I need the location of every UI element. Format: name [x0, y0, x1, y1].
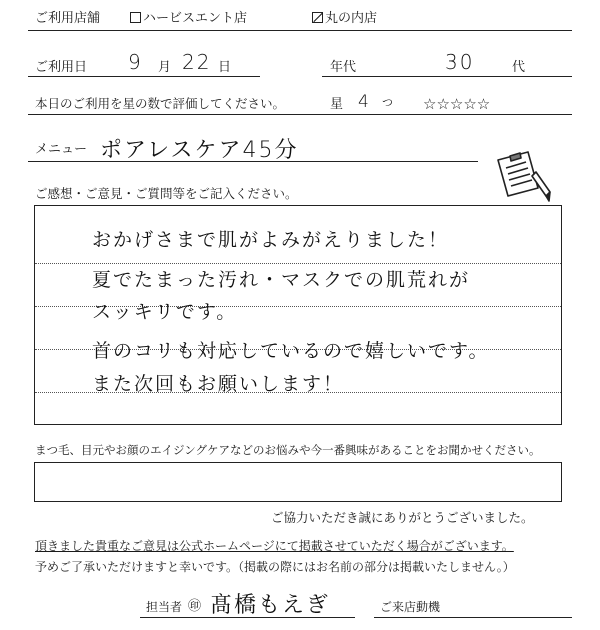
checkbox-marunouchi[interactable] — [312, 12, 323, 23]
rating-prompt: 本日のご利用を星の数で評価してください。 — [35, 96, 286, 111]
age-value[interactable]: 30 — [445, 50, 475, 74]
age-label: 年代 — [330, 60, 357, 75]
store-option-herbis[interactable] — [130, 12, 247, 25]
rating-unit: つ — [382, 96, 393, 109]
visit-reason-rule[interactable] — [374, 617, 572, 618]
store-option-marunouchi[interactable] — [312, 12, 377, 25]
thanks-text: ご協力いただき誠にありがとうございました。 — [271, 510, 534, 525]
comment-line-5: また次回もお願いします！ — [92, 373, 345, 395]
staff-rule — [140, 617, 355, 618]
concerns-input[interactable] — [34, 462, 562, 502]
clipboard-pencil-icon — [492, 148, 554, 206]
age-rule — [322, 76, 572, 77]
notice-line-2: 予めご了承いただけますと幸いです。（掲載の際にはお名前の部分は掲載いたしません。） — [35, 560, 515, 574]
rating-value[interactable]: 4 — [358, 92, 371, 112]
comment-line-4: 首のコリも対応しているので嬉しいです。 — [92, 340, 490, 362]
date-day-unit: 日 — [218, 60, 232, 75]
comments-line-rule — [35, 263, 561, 264]
date-label: ご利用日 — [35, 60, 88, 75]
date-day[interactable]: 22 — [182, 50, 212, 74]
notice-line-1: 頂きました貴重なご意見は公式ホームページにて掲載させていただく場合がございます。 — [35, 539, 514, 553]
comment-line-2: 夏でたまった汚れ・マスクでの肌荒れが — [92, 269, 471, 291]
date-rule — [28, 76, 260, 77]
comment-line-3: スッキリです。 — [92, 301, 238, 323]
menu-label: メニュー — [35, 142, 88, 157]
comments-label: ご感想・ご意見・ご質問等をご記入ください。 — [35, 186, 298, 201]
checkbox-herbis[interactable] — [130, 12, 141, 23]
date-month-unit: 月 — [158, 60, 172, 75]
rating-stars: ☆☆☆☆☆ — [423, 95, 491, 113]
menu-value[interactable]: ポアレスケア45分 — [100, 138, 299, 163]
store-label: ご利用店舗 — [35, 11, 101, 26]
visit-reason-label: ご来店動機 — [380, 600, 441, 614]
date-month[interactable]: 9 — [128, 50, 143, 74]
menu-rule — [28, 161, 478, 162]
rating-rule — [28, 114, 572, 115]
store-row-rule — [28, 30, 572, 31]
store-option-marunouchi-label: 丸の内店 — [325, 11, 378, 26]
store-option-herbis-label: ハービスエント店 — [143, 11, 248, 26]
staff-label: 担当者 — [146, 600, 183, 614]
staff-seal: ㊞ — [188, 599, 202, 614]
comment-line-1: おかげさまで肌がよみがえりました！ — [92, 229, 450, 251]
rating-star-label: 星 — [330, 97, 344, 112]
concerns-label: まつ毛、目元やお顔のエイジングケアなどのお悩みや今一番興味があることをお聞かせください。 — [35, 443, 541, 457]
staff-name[interactable]: 髙橋もえぎ — [210, 593, 331, 618]
age-unit: 代 — [512, 60, 526, 75]
